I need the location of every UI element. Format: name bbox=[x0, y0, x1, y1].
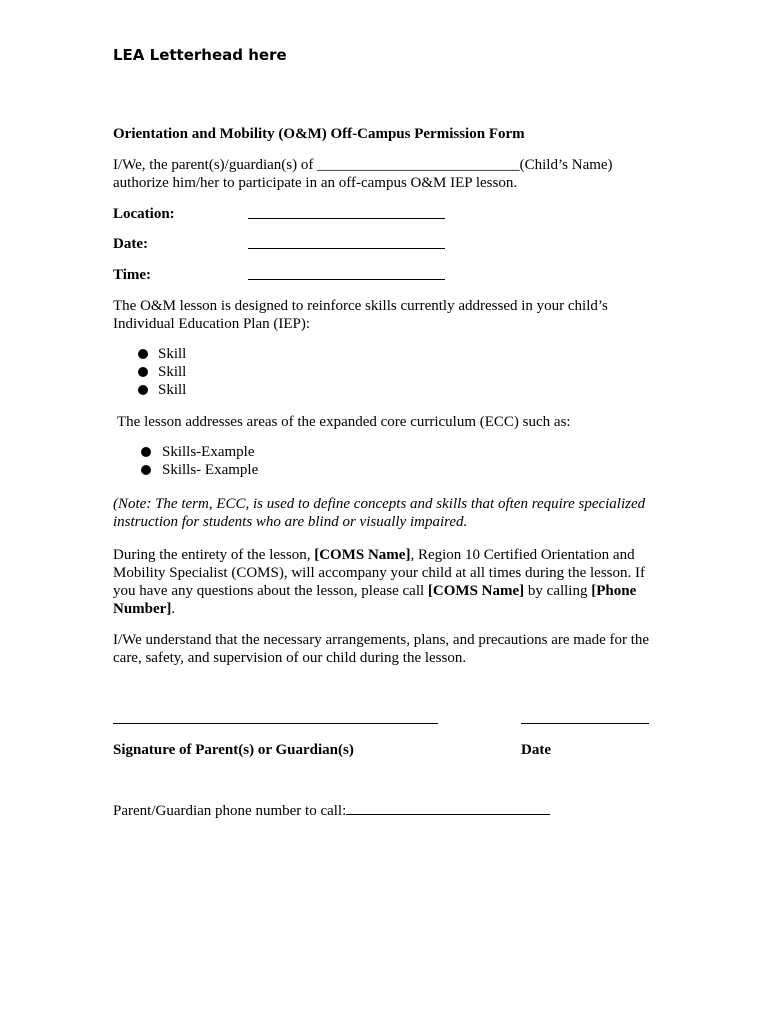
intro-prefix: I/We, the parent(s)/guardian(s) of bbox=[113, 157, 318, 173]
iep-skill-item: Skill bbox=[158, 382, 187, 398]
understand-paragraph: I/We understand that the necessary arrangements, plans, and precautions are made for the care, safety, and supervision of our child during the lesson. bbox=[113, 632, 650, 666]
ecc-note: (Note: The term, ECC, is used to define concepts and skills that often require specialized instruction for students who are blind or visually impaired. bbox=[113, 496, 646, 530]
child-name-blank[interactable]: ___________________________ bbox=[317, 157, 520, 173]
signature-date-field[interactable] bbox=[521, 723, 649, 724]
bullet-icon bbox=[138, 349, 148, 359]
coms-text-3: by calling bbox=[524, 583, 592, 599]
coms-text-2: , Region 10 Certified Orientation and Mobility Specialist (COMS), will accompany your child at all times during the lesson. If you have any questions about the lesson, please call bbox=[113, 547, 646, 599]
ecc-skill-item: Skills- Example bbox=[162, 462, 259, 478]
time-field[interactable] bbox=[248, 279, 445, 280]
coms-name-placeholder: [COMS Name] bbox=[314, 547, 411, 563]
bullet-icon bbox=[138, 385, 148, 395]
phone-number-placeholder: [Phone Number] bbox=[113, 583, 637, 617]
coms-name-placeholder: [COMS Name] bbox=[427, 583, 525, 599]
signature-label: Signature of Parent(s) or Guardian(s) bbox=[113, 742, 354, 758]
iep-description: The O&M lesson is designed to reinforce skills currently addressed in your child’s Individual Education Plan (IEP): bbox=[113, 298, 608, 332]
phone-row bbox=[113, 802, 550, 820]
phone-field[interactable] bbox=[346, 802, 550, 815]
ecc-description: The lesson addresses areas of the expanded core curriculum (ECC) such as: bbox=[117, 414, 571, 430]
bullet-icon bbox=[138, 367, 148, 377]
letterhead-placeholder: LEA Letterhead here bbox=[113, 46, 287, 64]
coms-text-1: During the entirety of the lesson, bbox=[113, 547, 315, 563]
iep-skill-item: Skill bbox=[158, 346, 187, 362]
date-field-label: Date: bbox=[113, 236, 148, 252]
bullet-icon bbox=[141, 465, 151, 475]
intro-line-2: authorize him/her to participate in an off-campus O&M IEP lesson. bbox=[113, 175, 518, 191]
time-label: Time: bbox=[113, 267, 152, 283]
iep-skill-item: Skill bbox=[158, 364, 187, 380]
phone-label: Parent/Guardian phone number to call: bbox=[113, 803, 347, 819]
signature-field[interactable] bbox=[113, 723, 438, 724]
bullet-icon bbox=[141, 447, 151, 457]
coms-paragraph bbox=[113, 546, 663, 618]
location-label: Location: bbox=[113, 206, 175, 222]
intro-paragraph bbox=[113, 156, 653, 192]
date-field[interactable] bbox=[248, 248, 445, 249]
signature-date-label: Date bbox=[521, 742, 551, 758]
form-title: Orientation and Mobility (O&M) Off-Campus Permission Form bbox=[113, 126, 525, 142]
coms-text-4: . bbox=[171, 601, 176, 617]
location-field[interactable] bbox=[248, 218, 445, 219]
intro-suffix: (Child’s Name) bbox=[519, 157, 613, 173]
ecc-skill-item: Skills-Example bbox=[162, 444, 255, 460]
